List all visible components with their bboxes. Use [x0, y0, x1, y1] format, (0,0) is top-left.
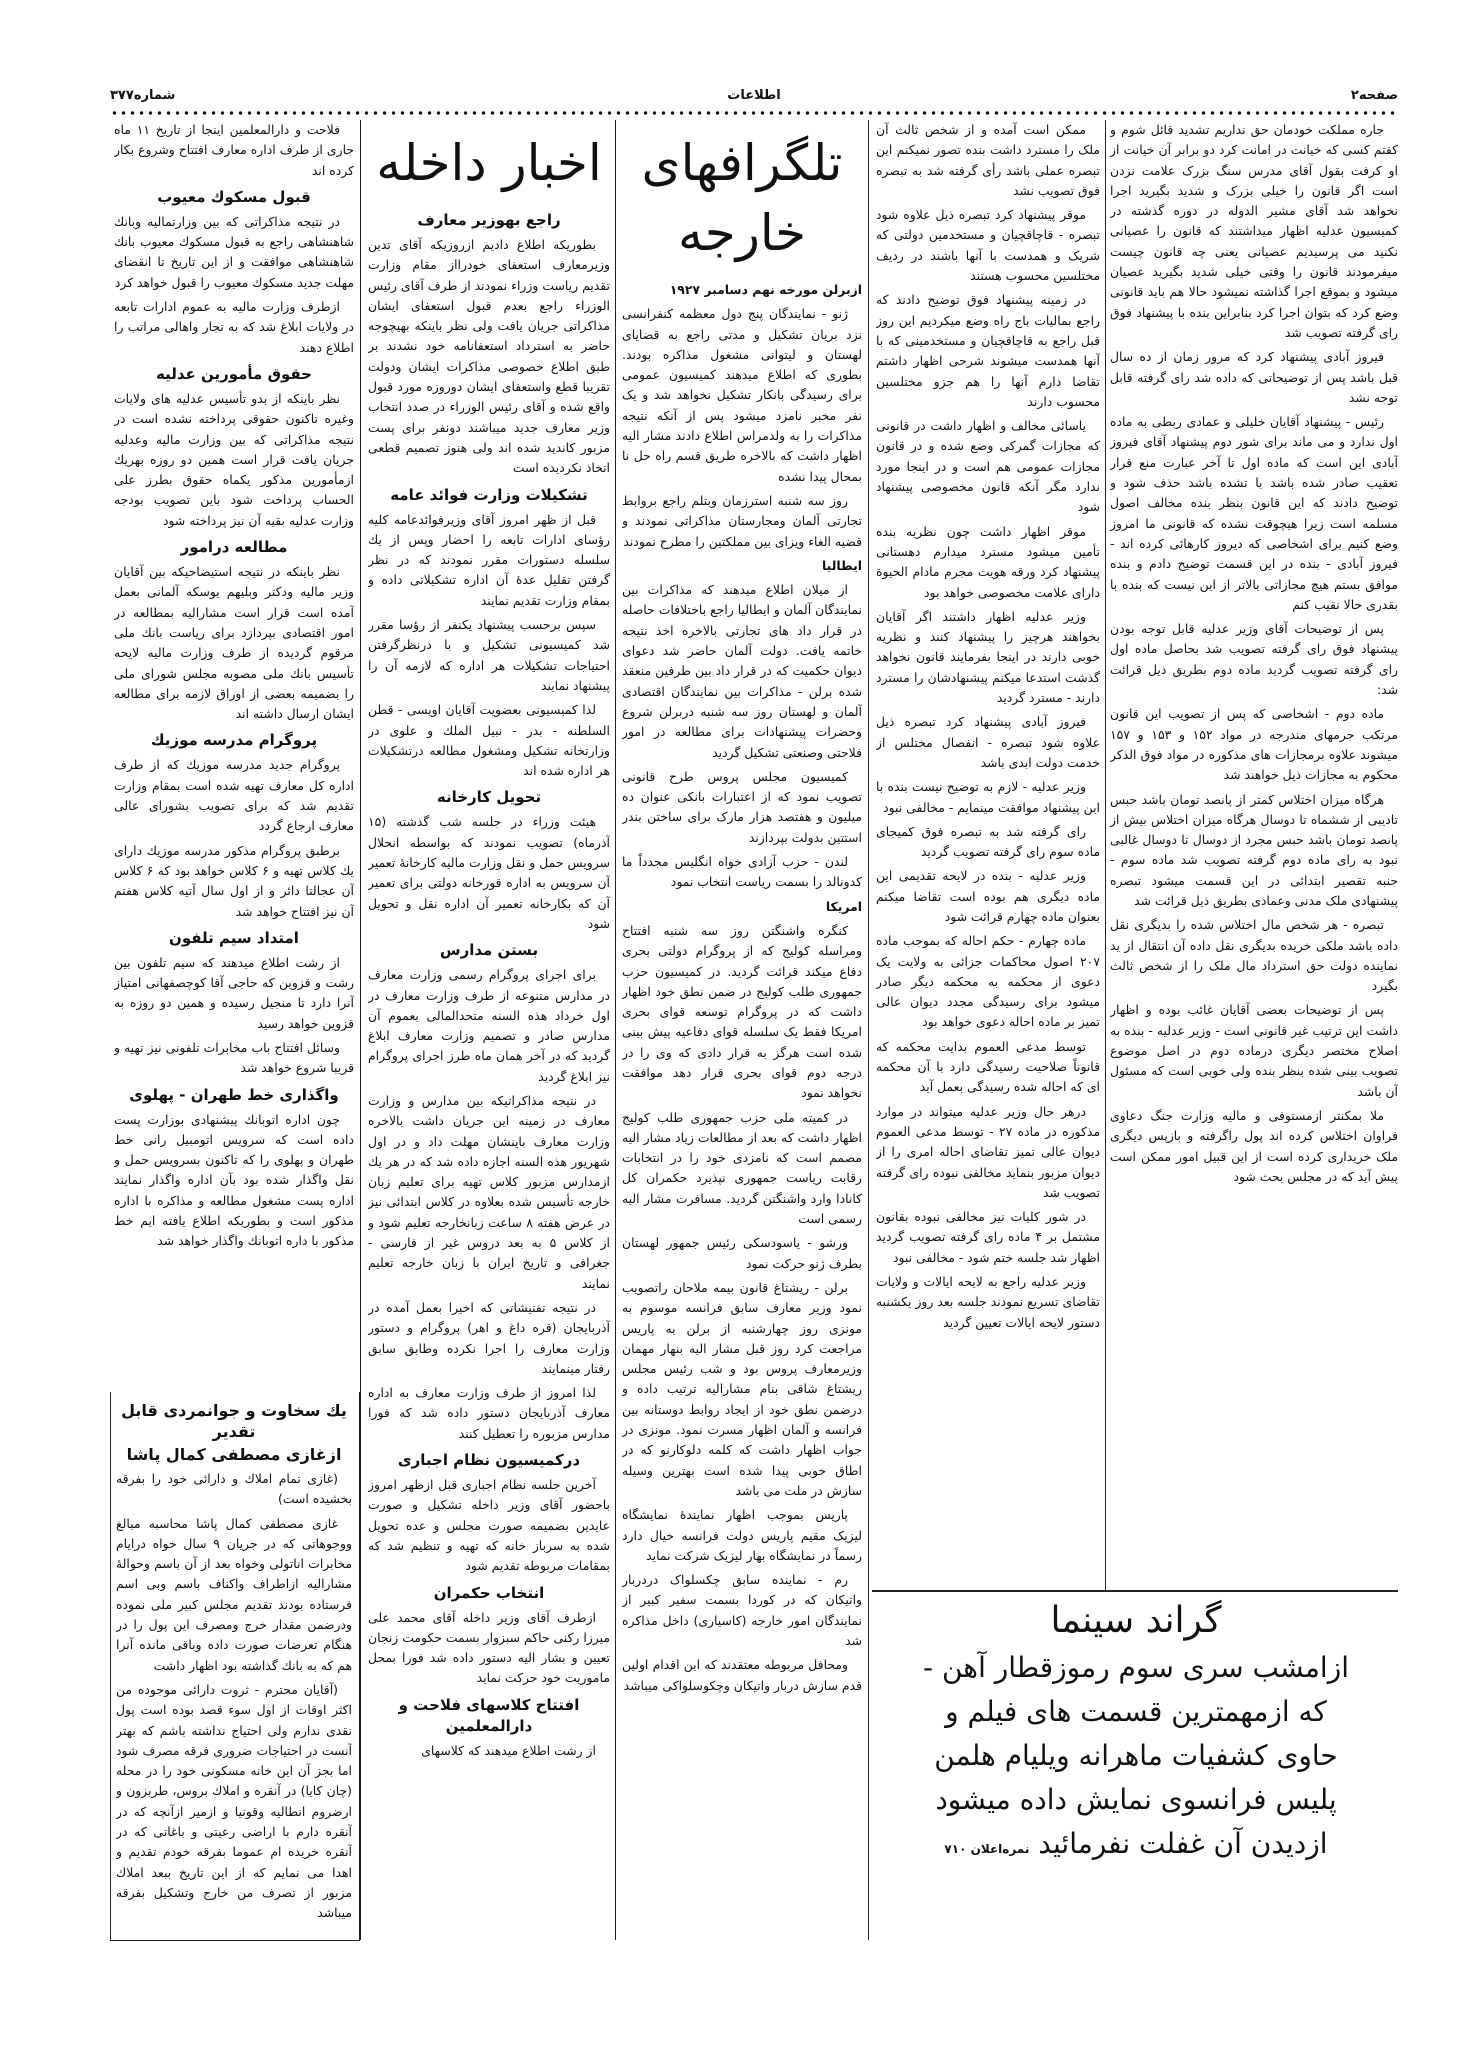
article-paragraph: در نتیجه تفتیشاتی که اخیرا بعمل آمده در آذربایجان (قره داغ و اهر) پروگرام و دستور وزارت معارف را اجرا نکرده وطابق سابق رفتار مینمایند [368, 1299, 610, 1376]
article-paragraph: رای گرفته شد به تبصره فوق کمیجای ماده سوم رای گرفته تصویب گردید [876, 823, 1100, 860]
column-foreign-telegrams [622, 120, 862, 1940]
article-paragraph: ورشو - یاسودسکی رئیس جمهور لهستان بطرف ژنو حرکت نمود [622, 1235, 862, 1271]
issue-number: شماره۳۷۷ [110, 88, 176, 103]
article-paragraph: سپس برحسب پیشنهاد یکنفر از رؤسا مقرر شد کمیسیونی تشکیل و با درنظرگرفتن احتیاجات تشکیلات هر اداره که لازمه آن را پیشنهاد نمایند [368, 617, 610, 693]
dateline: امریکا [825, 898, 862, 914]
article-paragraph: بطوریکه اطلاع دادیم ازروزیکه آقای تدین وزیرمعارف استعفای خودرااز مقام وزارت تقدیم ریاست وزراء نمودند از طرف آقای رئیس الوزراء راجع بعدم قبول استعفای ایشان مذاکراتی جریان یافت ولی نظر باینکه بهیچوجه حاضر به استرداد استعفانامه خود نشدند بر طبق اطلاع خصوصی مذاکرات ایشان ودولت تقریبا قطع واستعفای ایشان دوروزه مورد قبول واقع شده و آقای رئیس الوزراء در صدد انتخاب وزیر معارف جدید میباشند دونفر برای پست مزبور کاندید شده اند ولی هنوز تصمیم قطعی اتخاذ نکردیده است [368, 237, 610, 476]
article-heading: امتداد سیم تلفون [169, 928, 299, 947]
article-paragraph: از رشت اطلاع میدهند که کلاسهای [421, 1742, 596, 1758]
column-rule [868, 120, 869, 1940]
box-headline-2: ازغازی مصطفی کمال پاشا [126, 1445, 342, 1464]
article-paragraph: نظر باینکه از بدو تأسیس عدلیه های ولایات وغیره تاکنون حقوقی پرداخته نشده است در نتیجه مذاکراتی که بین وزارت مالیه وعدلیه جریان یافت قرار است همین دو روزه بهریك ازمأمورین مذکور یکماه حقوق بطرز علی الحساب پرداخت شود باین تصویب بودجه وزارت عدلیه بقیه آن نیز پرداخته شود [114, 390, 354, 528]
article-paragraph: هیئت وزراء در جلسه شب گذشته (۱۵ آذرماه) تصویب نمودند که بواسطه انحلال سرویس حمل و نقل وزارت مالیه کارخانهٔ تعمیر آن سرویس به اداره قورخانه دولتی برای تعمیر آن که بکارخانه تعمیر آن اداره نقل و تحویل شود [368, 814, 610, 931]
article-paragraph: پروگرام جدید مدرسه موزیك که از طرف اداره کل معارف تهیه شده است بمقام وزارت تقدیم شد که برای تصویب بشورای عالی معارف ارجاع گردد [114, 757, 354, 834]
dotted-divider [110, 110, 1398, 116]
article-paragraph: موقر پیشنهاد کرد تبصره ذیل علاوه شود تبصره - قاچاقچیان و مستخدمین دولتی که شریک و همدست با آنها باشند در ردیف مختلسین محسوب هستند [876, 207, 1100, 284]
box-paragraph: (آقایان محترم - ثروت دارائی موجوده من اکثر اوقات از اول سوء قصد بوده است پول نقدی ندارم ولی احتیاج نداشته باشم که بهتر آنست در احتیاجات ضروری فرقه مصرف شود اما بجز آن این خانه مسکونی خود را در محله (چان کایا) در آنقره و املاك بروس، طربزون و ارضروم انطالیه وقونیا و ازمیر ازآنچه که در آنقره دارم با اراضی رعیتی و باغاتی که در آنقره خریده ام عموما بفرقه خودم تقدیم و اهدا می نمایم که از این تاریخ ببعد املاك مزبور از تصرف من خارج وتشکیل بفرقه میباشد [116, 1681, 352, 1921]
article-paragraph: موقر اظهار داشت چون نظریه بنده تأمین میشود مسترد میدارم دهستانی پیشنهاد کرد ورقه هویت مجرم مادام الحیوة دارای علامت مخصوصی خواهد بود [876, 523, 1100, 600]
ad-line: حاوی کشفیات ماهرانه ویلیام هلمن [934, 1739, 1338, 1772]
ad-line: پلیس فرانسوی نمایش داده میشود [935, 1783, 1337, 1816]
article-paragraph: قبل از ظهر امروز آقای وزیرفوائدعامه کلیه رؤسای ادارات تابعه را احضار وپس از یك سلسله دستورات مقرر نمودند که در نظر گرفتن تقلیل عدهٔ آن اداره تشکیلاتی داده و بمقام وزارت تقدیم نمایند [368, 511, 610, 608]
article-paragraph: پاریس بموجب اظهار نمایندهٔ نمایشگاه لیزیک مقیم پاریس دولت فرانسه خیال دارد رسماً در نمایشگاه بهار لیزیک شرکت نماید [622, 1507, 862, 1563]
dateline: ازبرلن مورخه نهم دسامبر ۱۹۲۷ [669, 282, 862, 297]
section-headline: اخبار داخله [376, 134, 602, 192]
article-paragraph: ماده دوم - اشخاصی که پس از تصویب این قانون مرتکب جرمهای مندرجه در مواد ۱۵۲ و ۱۵۳ و ۱۵۷ میشوند علاوه برمجازات های مذکوره در مواد فوق الذکر محکوم به مجازات ذیل خواهند شد [1110, 706, 1398, 783]
article-heading: پروگرام مدرسه موزیك [150, 731, 318, 750]
column-rule [615, 120, 616, 1940]
article-paragraph: ژنو - نمایندگان پنج دول معظمه کنفرانسی نزد بریان تشکیل و مدتی راجع به قضایای لهستان و لیتوانی مشغول مذاکره بودند. بطوری که اطلاع میدهند کمیسیون عمومی برای رسیدگی بانکار تشکیل نخواهد شد و یک نفر مخبر نامزد میشود پس از آنکه نتیجه مذاکرات را به ولدمراس اطلاع دادند مشار الیه اظهار داشت که بالاخره طریق قسم راه حل نا بمحال پیدا نشده [622, 306, 862, 484]
article-heading: تشکیلات وزارت فوائد عامه [390, 485, 588, 504]
column-rule [1105, 120, 1106, 1590]
article-paragraph: کنگره واشنگتن روز سه شنبه افتتاح ومراسله کولیج که از پروگرام دولتی بحری دفاع میکند قرائت گردید. در کمیسیون حزب جمهوری طلب کولیج در ضمن نطق خود اظهار داشت که در پروگرام توسعه قوای بحری امریکا فقط یک سلسله قوای دفاعیه پیش بینی شده است هرگز به قرار دادی که وی را در درجه دوم قوای بحری قرار دهد موافقت نخواهد نمود [622, 922, 862, 1101]
article-paragraph: ازطرف آقای وزیر داخله آقای محمد علی میرزا رکنی حاکم سبزوار بسمت حکومت زنجان تعیین و بشار الیه دستور داده شد فورا بمحل ماموریت خود حرکت نماید [368, 1609, 610, 1686]
article-paragraph: ومحافل مربوطه معتقدند که این اقدام اولین قدم سازش دربار واتیکان وچکوسلواکی میباشد [622, 1657, 862, 1693]
article-paragraph: پس از توضیحات آقای وزیر عدلیه قابل توجه بودن پیشنهاد فوق رای گرفته تصویب شد بحاصل ماده اول رای گرفته تصویب گردید ماده دوم بطریق ذیل قرائت شد: [1110, 621, 1398, 698]
article-paragraph: نظر باینکه در نتیجه استیضاحیکه بین آقایان وزیر مالیه ودکتر وبلیهم یوسکه آلمانی بعمل آمده است قرار است مشارالیه بمطالعه در امور اقتصادی بپردازد برای ریاست بانك ملی مرقوم گردیده از طرف وزارت مالیه لایحه تأسیس بانك ملی مصوبه مجلس شورای ملی را بضمیمه بعضی از اوراق لازمه برای مطالعه ایشان ارسال داشته اند [114, 564, 354, 722]
ad-top-rule [872, 1590, 1398, 1592]
article-paragraph: در کمیته ملی حزب جمهوری طلب کولیج اظهار داشت که بعد از مطالعات زیاد مشار الیه مصمم است که نامزدی خود را در انتخابات رقابت ریاست جمهوری نپذیرد حکمران کل کانادا وارد واشنگتن گردید. مسافرت مشار الیه رسمی است [622, 1109, 862, 1227]
article-heading: افتتاح کلاسهای فلاحت و دارالمعلمین [398, 1695, 580, 1735]
article-paragraph: وزیر عدلیه - لازم به توضیح نیست بنده با این پیشنهاد موافقت مینمایم - مخالفی نبود [876, 779, 1100, 815]
column-2 [876, 120, 1100, 1585]
column-domestic-news [368, 120, 610, 1940]
article-paragraph: در نتیجه مذاکراتی که بین وزارتمالیه وبانك شاهنشاهی راجع به قبول مسکوك معیوب بانك شاهنشاهی موافقت و از این تاریخ تا انقضای مهلت جدید مسکوك معیوب را قبول خواهد کرد [114, 213, 354, 290]
dateline: ایطالیا [822, 557, 862, 573]
article-paragraph: جاره مملکت خودمان حق نداریم تشدید قائل شوم و کفتم کسی که خیانت در امانت کرد دو برابر آن خیانت از او کرفت بقول آقای مدرس سنگ بزرک علامت نزدن است اگر قانون را خیلی بزرک و شدید بگیرید اجرا نخواهد شد آقای مشیر الدوله در دوره گذشته در کمیسیون عدلیه اظهار میداشتند که قانون را عصیانی نکنید می پرسیدیم عصیانی یعنی چه قانون چیست میفرمودند قانون را وقتی خیلی شدید بگیرید عصیان میشود و بموقع اجرا گذاشته نمیشود حالا هم باید قانونی وضع کرد که بتوان اجرا کرد بنابراین بنده با پیشنهاد فوق رای گرفته تصویب شد [1110, 122, 1398, 340]
article-paragraph: لذا امروز از طرف وزارت معارف به اداره معارف آذربایجان دستور داده شد که فورا مدارس مزبوره را تعطیل کنند [368, 1385, 610, 1441]
box-paragraph: غازی مصطفی کمال پاشا محاسبه مبالغ ووجوهاتی که در جریان ۹ سال خواه درایام مخابرات اناتولی وخواه بعد از آن باسم وحوالهٔ مشارالیه ازاطراف واکناف باسم وبی اسم فرستاده بودند تقدیم مجلس کبیر ملی نموده ودرضمن مقدار خرج ومصرف این پول را در هنگام تعرضات صورت داده وباقی مانده آنرا هم که به بانك گذاشته بود اظهار داشت [116, 1515, 352, 1673]
section-headline: تلگرافهای خارجه [641, 134, 843, 262]
article-heading: تحویل کارخانه [436, 788, 542, 807]
ad-line-last [874, 1822, 1398, 1871]
column-5 [114, 120, 354, 1385]
article-heading: انتخاب حکمران [433, 1583, 545, 1602]
article-paragraph: روز سه شنبه استرزمان وبتلم راجع بروابط تجارتی آلمان ومجارستان مذاکراتی نمودند و قضیه الغاء ویزای بین مملکتین را مطرح نمودند [622, 492, 862, 549]
article-heading: مطالعه درامور [180, 538, 288, 557]
article-paragraph: در شور کلیات نیز مخالفی نبوده بقانون مشتمل بر ۴ ماده رای گرفته تصویب گردید اظهار شد جلسه ختم شود - مخالفی نبود [876, 1209, 1100, 1265]
article-heading: قبول مسکوك معیوب [157, 187, 311, 206]
box-subtitle: (غازی تمام املاك و دارائی خود را بفرقه بخشیده است) [116, 1471, 352, 1507]
ad-line-text: ازدیدن آن غفلت نفرمائید [1038, 1827, 1328, 1860]
article-paragraph: برلن - ریشتاغ قانون بیمه ملاحان راتصویب نمود وزیر معارف سابق فرانسه موسوم به مونزی روز چهارشنبه از برلن به پاریس مراجعت کرد روز قبل مشار الیه بنهار مهمان وزیرمعارف پروس بود و شب رئیس مجلس ریشتاغ شاقی بنام مشارالیه ترتیب داده و درضمن نطق خود از ایجاد روابط دوستانه بین فرانسه و آلمان اظهار مسرت نمود. مونزی در جواب اظهار داشت که کلمه دلوکارنو که در اطاق خوبی پیدا شده است بهترین وسیله سازش در ملت می باشد [622, 1279, 862, 1498]
article-paragraph: در نتیجه مذاکراتیکه بین مدارس و وزارت معارف در زمینه این جریان داشت بالاخره وزارت معارف باینشان مهلت داد و در اول شهریور هذه السنه اجازه داده شد که در هر یك ازمدارس مزبور کلاس تهیه برای تعلیم زبان خارجه تأسیس شده بعلاوه در کلاس ابتدائی نیز در عرض هفته ۸ ساعت زبانخارجه تعلیم شود و از کلاس ۵ به بعد دروس غیر از فارسی - جغرافی و تاریخ ایران با زبان خارجه تعلیم نمایند [368, 1092, 610, 1291]
ad-line: ازامشب سری سوم رموزقطار آهن - [922, 1651, 1349, 1684]
column-rule [360, 120, 361, 1940]
kemal-pasha-article-box [110, 1392, 360, 1941]
article-paragraph: تبصره - هر شخص مال اختلاس شده را بدیگری نقل داده باشد ملکی خریده بدیگری نقل داده آن انتقال از ید نماینده دولت حق استرداد مال ملک را از شخص ثالث بگیرد [1110, 917, 1398, 994]
article-heading: راجع بهوزیر معارف [417, 211, 561, 229]
article-paragraph: برای اجرای پروگرام رسمی وزارت معارف در مدارس متنوعه از طرف وزارت معارف در اول خرداد هذه السنه متحدالمالی بعموم آن مدارس صادر و تصمیم وزارت معارف ابلاغ گردید که در آخر همان ماه طرز اجرای پروگرام نیز ابلاغ گردید [368, 967, 610, 1084]
article-paragraph: درهر حال وزیر عدلیه میتواند در موارد مذکوره در ماده ۲۷ - توسط مدعی العموم دیوان عالی تمیز تقاضای احاله امری را از دیوان مزبور بنماید مخالفی نبوده رای گرفته تصویب شد [876, 1103, 1100, 1200]
newspaper-title: اطلاعات [727, 88, 781, 103]
box-content [116, 1398, 352, 1936]
article-paragraph: ملا بمکنتر ازمستوفی و مالیه وزارت جنگ دعاوی فراوان اختلاس کرده اند پول راگرفته و بازپس دیگری ملک خریداری کرده است از این قبیل امور ممکن است پیش آید که در مجلس بحث شود [1110, 1107, 1398, 1184]
article-paragraph: ماده چهارم - حکم احاله که بموجب ماده ۲۰۷ اصول محاکمات جزائی به ولایت یک دعوی از محکمه به محکمه دیگر صادر میشود برای رسیدگی مجدد دیوان عالی تمیز بر ماده احاله دعوی خواهد بود [876, 933, 1100, 1030]
article-paragraph: رم - نماینده سابق چکسلواک دردربار واتیکان که در کوردا بسمت سفیر کبیر از نمایندگان امور خارجه (کاسیاری) داخل مذاکره شد [622, 1572, 862, 1648]
article-paragraph: از میلان اطلاع میدهند که مذاکرات بین نمایندگان آلمان و ایطالیا راجع باختلافات حاصله در قرار داد های تجارتی بالاخره اخذ نتیجه خاتمه یافت. دولت آلمان حاضر شد دعوای دیوان حکمیت که در قرار داد بین طرفین منعقد شده برلن - مذاکرات بین نمایندگان اقتصادی آلمان و لهستان روز سه شنبه دربرلن شروع وحضرات پیشنهادات برای مطالعه در امور فلاحتی وصنعتی تشکیل گردید [622, 582, 862, 760]
article-paragraph: هرگاه میزان اختلاس کمتر از پانصد تومان باشد حبس تادیبی از ششماه تا دوسال هرگاه میزان اختلاس بیش از پانصد تومان باشد حبس مجرد از دوسال تا دوسال غالبی نبود به رای ماده دوم گرفته تصویب شد ماده سوم - جنبه تقصیر ابتدائی در این قسمت میشود تبصره پیشنهادی ملک مدنی وعمادی بطریق ذیل قرائت شد [1110, 791, 1398, 908]
article-paragraph: وزیر عدلیه - بنده در لایحه تقدیمی این ماده دیگری هم بوده است تقاضا میکنم بعنوان ماده چهارم قرائت شود [876, 868, 1100, 924]
article-paragraph: توسط مدعی العموم بدایت محکمه که قانوناً صلاحیت رسیدگی دارد با آن محکمه ای که احاله شده رسیدگی بعمل آید [876, 1038, 1100, 1095]
article-paragraph: لندن - حزب آزادی خواه انگلیس مجدداً ما کدونالد را بسمت ریاست انتخاب نمود [622, 854, 862, 890]
article-paragraph: وسائل افتتاح باب مخابرات تلفونی نیز تهیه و قریبا شروع خواهد شد [114, 1039, 354, 1076]
article-paragraph: ممکن است آمده و از شخص ثالث آن ملک را مسترد داشت بنده تصور نمیکنم این تبصره عملی باشد رأی گرفته شد به تبصره فوق تصویب نشد [876, 122, 1100, 198]
article-paragraph: از رشت اطلاع میدهند که سیم تلفون بین رشت و قزوین که حاجی آقا کوچصفهانی امتیاز آنرا دارد تا منجیل رسیده و همین دو روزه به قزوین خواهد رسید [114, 954, 354, 1031]
ad-line: که ازمهمترین قسمت های فیلم و [945, 1695, 1327, 1728]
ad-title: گراند سینما [1050, 1600, 1222, 1641]
article-heading: بستن مدارس [439, 941, 539, 960]
article-paragraph: آخرین جلسه نظام اجباری قبل ازظهر امروز باحضور آقای وزیر داخله تشکیل و صورت عایدین بضمیمه صورت مجلس و عده تحویل شده به سرباز خانه که تهیه و تنظیم شد که بمقامات مربوطه تقدیم شود [368, 1477, 610, 1574]
article-paragraph: یاسائی مخالف و اظهار داشت در قانونی که مجازات گمرکی وضع شده و در قانون مجازات عمومی هم است و در اینجا مورد ندارد مگر آنکه قانون مخصوصی پیشنهاد شود [876, 418, 1100, 515]
article-paragraph: وزیر عدلیه راجع به لایحه ایالات و ولایات تقاضای تسریع نمودند جلسه بعد روز یکشنبه دستور لایحه ایالات تعیین گردید [876, 1274, 1100, 1330]
article-paragraph: رئیس - پیشنهاد آقایان خلیلی و عمادی ربطی به ماده اول ندارد و می ماند برای شور دوم پیشنهاد آقای فیروز آبادی این است که ماده اول تا آخر عبارت منع قرار تعقیب صادر شده باشد با تشده باشد حذف شود و توضیح دادند که این قانون بنظر بنده مخالف اصول مسلمه است زیرا هیچوقت نشده که قانونی ما امروز وضع کنیم برای اشخاصی که دیروز کارهائی کرده اند - فیروز آبادی - بنده در این قسمت توضیح دادم و بنده موافق بستم هیچ مجازاتی بالاتر از این نیست که بنده با بقدری حالا نقیب کنم [1110, 414, 1398, 612]
article-paragraph: پس از توضیحات بعضی آقایان غائب بوده و اظهار داشت این ترتیب غیر قانونی است - وزیر عدلیه - بنده به اصلاح مختصر دیگری درماده دوم در اصل موضوع تصویب بینی شده بنظر بنده ولی خوبی است که مسئول آن باشد [1110, 1002, 1398, 1099]
article-heading: درکمیسیون نظام اجباری [397, 1451, 581, 1470]
article-heading: حقوق مأمورین عدلیه [155, 364, 312, 383]
article-paragraph: فیروز آبادی پیشنهاد کرد تبصره ذیل علاوه شود تبصره - انفصال مختلس از خدمت دولت ابدی باشد [876, 714, 1100, 770]
box-headline: یك سخاوت و جوانمردی قابل تقدیر [121, 1401, 347, 1441]
ad-number: نمره‌اعلان ۷۱۰ [944, 1842, 1030, 1856]
page-number: صفحه۲ [1350, 88, 1398, 103]
article-paragraph: برطبق پروگرام مذکور مدرسه موزیك دارای یك کلاس تهیه و ۶ کلاس خواهد بود که ۶ کلاس آن عجالتا دائر و از اول سال آتیه کلاس هفتم آن نیز افتتاح خواهد شد [114, 842, 354, 919]
masthead [110, 88, 1398, 106]
article-paragraph: لذا کمیسیونی بعضویت آقایان اویسی - قطن السلطنه - بدر - نبیل الملك و علوی در وزارتخانه تشکیل ومشغول مطالعه درتشکیلات هر اداره شده اند [368, 702, 610, 779]
article-paragraph: فیروز آبادی پیشنهاد کرد که مرور زمان از ده سال قبل باشد پس از توضیحاتی که داده شد رای گرفته قابل توجه نشد [1110, 349, 1398, 405]
article-paragraph: ازطرف وزارت مالیه به عموم ادارات تابعه در ولایات ابلاغ شد که به تجار واهالی مراتب را اطلاع دهند [114, 299, 354, 355]
article-paragraph: چون اداره اتوبانك پیشنهادی بوزارت پست داده است که سرویس اتومبیل رانی خط طهران و پهلوی را که تاکنون بسرویس حمل و نقل واگذار شده بود بآن اداره واگذار نمایند اداره پست مشغول مطالعه و مذاکره با اداره مذکور است و بطوریکه اطلاع یافته ایم خط مذکور با داره اتوبانك واگذار خواهد شد [114, 1111, 354, 1249]
grand-cinema-advertisement [874, 1596, 1398, 1871]
article-paragraph: کمیسیون مجلس پروس طرح قانونی تصویب نمود که از اعتبارات بانکی عنوان ده میلیون و هفتصد هزار مارک برای ساختن بندر استتین بدولت بپردازند [622, 768, 862, 845]
column-1 [1110, 120, 1398, 1585]
article-paragraph: فلاحت و دارالمعلمین اینجا از تاریخ ۱۱ ماه جاری از طرف اداره معارف افتتاح وشروع بکار کرده اند [114, 122, 354, 178]
article-heading: واگذاری خط طهران - پهلوی [129, 1085, 339, 1104]
article-paragraph: در زمینه پیشنهاد فوق توضیح دادند که راجع بمالیات باج راه وضع میکردیم این روز قبل راجع به قاچاقچیان و مستخدمینی که با آنها همدست میشوند شرحی اظهار داشتم تقاضا دارم آنها را هم جزو مختلسین محسوب دارند [876, 292, 1100, 409]
article-paragraph: وزیر عدلیه اظهار داشتند اگر آقایان بخواهند هرچیز را پیشنهاد کنند و نظریه خوبی دارند در اینجا بفرمایند قانون نخواهد گذشت استدعا میکنم پیشنهادشان را مسترد دارند - مسترد گردید [876, 608, 1100, 706]
